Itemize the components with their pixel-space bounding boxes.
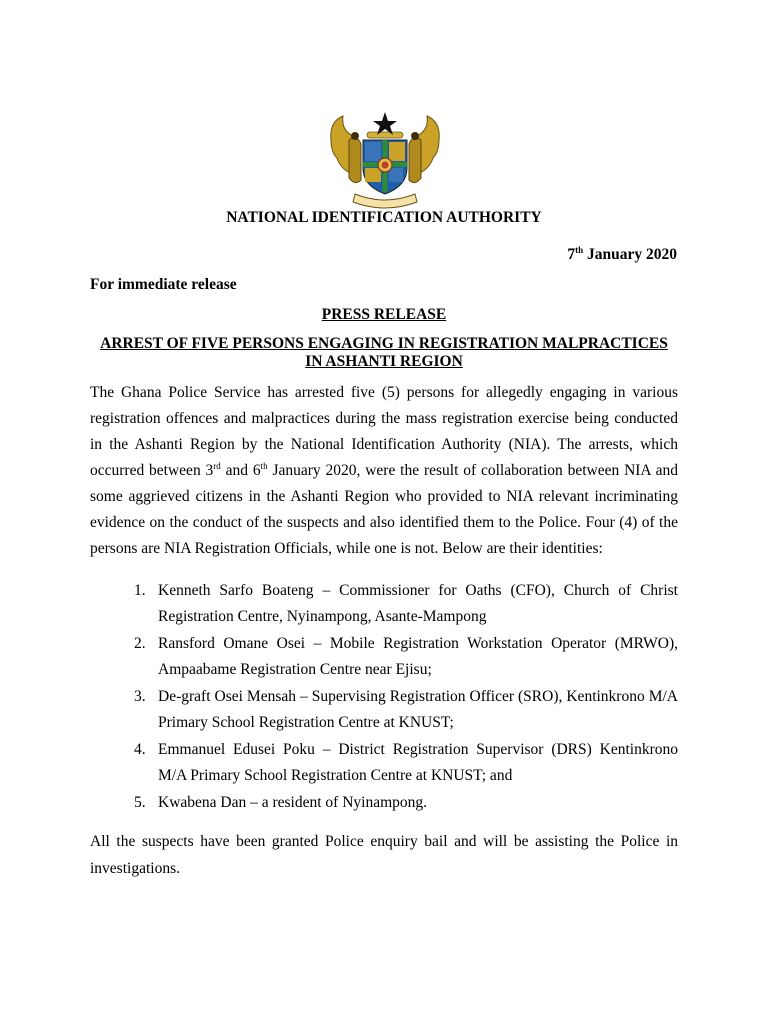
date-suffix: th: [575, 244, 584, 255]
shield-quarter-tl: [365, 142, 381, 161]
date-month-year: January 2020: [583, 246, 677, 263]
left-eagle-head: [351, 132, 359, 140]
black-star-icon: [373, 112, 397, 135]
crest-wreath: [367, 132, 403, 138]
list-item: [90, 684, 678, 736]
suspects-list: [90, 578, 678, 817]
list-item: [90, 578, 678, 630]
shield-quarter-tr: [389, 142, 405, 161]
intro-sup-2: th: [260, 460, 268, 471]
list-item-text: Kwabena Dan – a resident of Nyinampong.: [158, 794, 428, 811]
right-eagle-head: [411, 132, 419, 140]
list-item-number: 1.: [134, 582, 146, 599]
intro-text-1: The Ghana Police Service has arrested five (5) persons for allegedly engaging in various registration offences and malpractices during the mass registration exercise being conducted in the Ashanti Region by the National Identification Authority (NIA). The arrests, which occurred between 3: [90, 384, 678, 479]
list-item: [90, 790, 678, 816]
list-item-number: 4.: [134, 741, 146, 758]
release-note: For immediate release: [90, 276, 237, 293]
shield-quarter-bl: [365, 168, 381, 182]
shield-quarter-br: [389, 168, 403, 182]
authority-name: NATIONAL IDENTIFICATION AUTHORITY: [226, 209, 542, 226]
release-date: [567, 246, 677, 264]
coat-of-arms-emblem: [327, 110, 443, 212]
list-item-text: Kenneth Sarfo Boateng – Commissioner for Oaths (CFO), Church of Christ Registration Centre, Nyinampong, Asante-Mampong: [158, 582, 678, 625]
press-release-title: PRESS RELEASE: [321, 306, 447, 323]
list-item-number: 5.: [134, 794, 146, 811]
shield-center-inner: [382, 162, 389, 169]
closing-paragraph: All the suspects have been granted Police enquiry bail and will be assisting the Police in investigations.: [90, 833, 678, 877]
list-item: [90, 737, 678, 789]
intro-text-3: January 2020, were the result of collaboration between NIA and some aggrieved citizens in the Ashanti Region who provided to NIA relevant incriminating evidence on the conduct of the suspects and also identified them to the Police. Four (4) of the persons are NIA Registration Officials, while one is not. Below are their identities:: [90, 462, 678, 557]
left-eagle-body: [349, 138, 361, 183]
list-item-number: 2.: [134, 635, 146, 652]
intro-paragraph: [90, 380, 678, 562]
headline: ARREST OF FIVE PERSONS ENGAGING IN REGISTRATION MALPRACTICES IN ASHANTI REGION: [100, 335, 668, 370]
intro-text-2: and 6: [220, 462, 261, 479]
motto-banner: [353, 194, 417, 208]
date-day: 7: [567, 246, 576, 263]
right-eagle-body: [409, 138, 421, 183]
list-item-text: Ransford Omane Osei – Mobile Registration Workstation Operator (MRWO), Ampaabame Registration Centre near Ejisu;: [158, 635, 678, 678]
list-item-text: Emmanuel Edusei Poku – District Registration Supervisor (DRS) Kentinkrono M/A Primary School Registration Centre at KNUST; and: [158, 741, 678, 784]
list-item-text: De-graft Osei Mensah – Supervising Registration Officer (SRO), Kentinkrono M/A Primary School Registration Centre at KNUST;: [158, 688, 678, 731]
intro-sup-1: rd: [213, 460, 221, 471]
list-item: [90, 631, 678, 683]
list-item-number: 3.: [134, 688, 146, 705]
